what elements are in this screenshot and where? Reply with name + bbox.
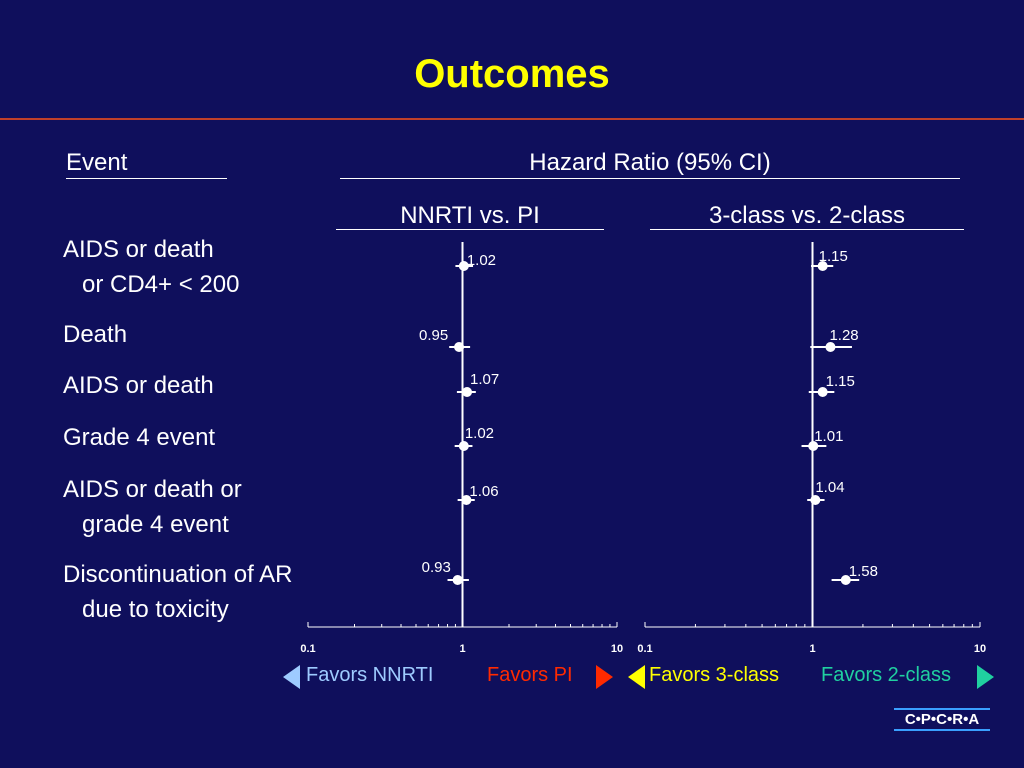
data-label: 1.01 xyxy=(814,428,844,445)
x-tick-label: 1 xyxy=(459,643,466,655)
event-label: AIDS or death xyxy=(63,372,214,399)
event-label: AIDS or death or grade 4 event xyxy=(63,476,242,538)
event-header: Event xyxy=(66,149,128,176)
data-label: 1.02 xyxy=(464,425,495,442)
arrow-right-icon xyxy=(595,664,615,690)
x-tick-label: 1 xyxy=(809,643,816,655)
slide-title: Outcomes xyxy=(414,52,610,96)
arrow-left-icon xyxy=(282,664,302,690)
hazard-point xyxy=(459,441,469,451)
legend-favors-nnrti: Favors NNRTI xyxy=(306,664,434,686)
legend-favors-2class: Favors 2-class xyxy=(821,664,952,686)
hazard-point xyxy=(454,342,464,352)
data-label: 1.15 xyxy=(818,248,848,265)
legend-favors-3class: Favors 3-class xyxy=(649,664,780,686)
data-label: 1.06 xyxy=(469,483,499,500)
panel-right-header: 3-class vs. 2-class xyxy=(708,202,906,229)
cpcra-logo: C•P•C•R•A xyxy=(894,707,990,732)
data-label: 1.02 xyxy=(466,252,497,269)
data-label: 0.95 xyxy=(419,327,449,344)
hazard-point xyxy=(453,575,463,585)
x-tick-label: 0.1 xyxy=(300,643,316,655)
event-label: Discontinuation of AR due to toxicity xyxy=(63,561,293,623)
hazard-point xyxy=(810,495,820,505)
legend-favors-pi: Favors PI xyxy=(487,664,573,686)
event-label: AIDS or death or CD4+ < 200 xyxy=(63,236,240,298)
hazard-ratio-header: Hazard Ratio (95% CI) xyxy=(529,149,771,176)
hazard-point xyxy=(462,387,472,397)
arrow-left-icon xyxy=(627,664,647,690)
event-label: Grade 4 event xyxy=(63,424,216,451)
panel-left-header: NNRTI vs. PI xyxy=(400,202,540,229)
x-tick-label: 0.1 xyxy=(637,643,653,655)
data-label: 1.58 xyxy=(848,563,878,580)
data-label: 1.15 xyxy=(825,373,855,390)
data-label: 1.04 xyxy=(815,479,845,496)
x-tick-label: 10 xyxy=(610,643,624,655)
data-label: 0.93 xyxy=(421,559,451,576)
arrow-right-icon xyxy=(976,664,996,690)
x-tick-label: 10 xyxy=(973,643,987,655)
data-label: 1.07 xyxy=(470,371,500,388)
data-label: 1.28 xyxy=(829,327,859,344)
event-label: Death xyxy=(63,321,128,348)
